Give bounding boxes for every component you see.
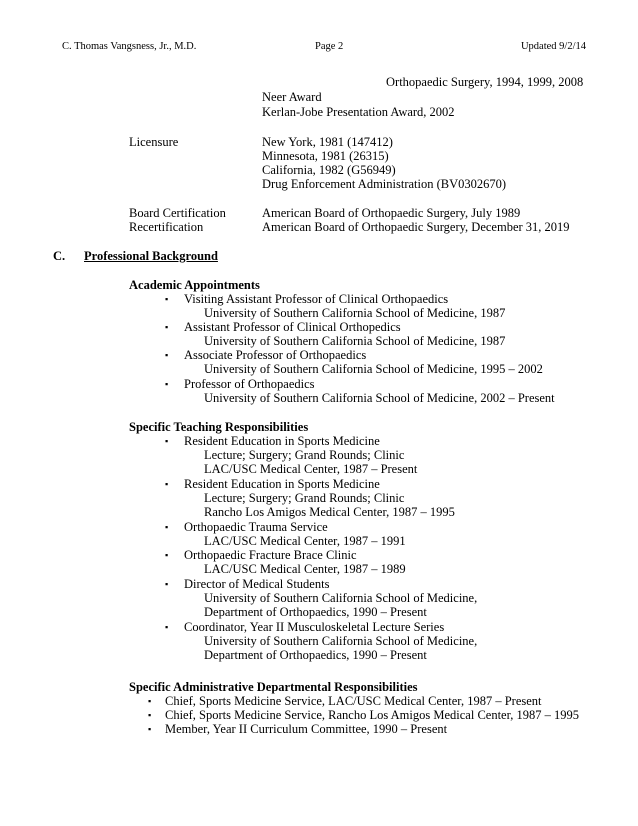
section-letter: C. — [53, 249, 66, 263]
teaching-title: Orthopaedic Fracture Brace Clinic — [184, 548, 357, 562]
teaching-detail: LAC/USC Medical Center, 1987 – Present — [204, 462, 418, 476]
board-certification-value: American Board of Orthopaedic Surgery, July 1989 — [262, 206, 521, 220]
award-continued-line: Orthopaedic Surgery, 1994, 1999, 2008 — [386, 75, 584, 89]
recertification-label: Recertification — [129, 220, 204, 234]
appointment-detail: University of Southern California School of Medicine, 1987 — [204, 306, 506, 320]
teaching-title: Coordinator, Year II Musculoskeletal Lecture Series — [184, 620, 445, 634]
administrative-item: Chief, Sports Medicine Service, Rancho Los Amigos Medical Center, 1987 – 1995 — [165, 708, 580, 722]
appointment-detail: University of Southern California School of Medicine, 1995 – 2002 — [204, 362, 543, 376]
bullet-icon: ▪ — [148, 710, 152, 720]
teaching-detail: Lecture; Surgery; Grand Rounds; Clinic — [204, 448, 405, 462]
teaching-title: Director of Medical Students — [184, 577, 330, 591]
bullet-icon: ▪ — [165, 579, 169, 589]
teaching-title: Orthopaedic Trauma Service — [184, 520, 328, 534]
teaching-detail: Lecture; Surgery; Grand Rounds; Clinic — [204, 491, 405, 505]
bullet-icon: ▪ — [165, 479, 169, 489]
licensure-label: Licensure — [129, 135, 179, 149]
teaching-detail: LAC/USC Medical Center, 1987 – 1991 — [204, 534, 406, 548]
bullet-icon: ▪ — [165, 322, 169, 332]
licensure-item: Drug Enforcement Administration (BV0302670) — [262, 177, 507, 191]
bullet-icon: ▪ — [165, 379, 169, 389]
bullet-icon: ▪ — [148, 724, 152, 734]
header-updated-date: Updated 9/2/14 — [520, 41, 586, 52]
appointment-detail: University of Southern California School of Medicine, 1987 — [204, 334, 506, 348]
board-certification-label: Board Certification — [129, 206, 226, 220]
recertification-value: American Board of Orthopaedic Surgery, December 31, 2019 — [262, 220, 570, 234]
appointment-title: Assistant Professor of Clinical Orthopedics — [184, 320, 401, 334]
appointment-title: Associate Professor of Orthopaedics — [184, 348, 367, 362]
teaching-detail: Rancho Los Amigos Medical Center, 1987 – 1995 — [204, 505, 455, 519]
teaching-detail: University of Southern California School of Medicine, — [204, 591, 478, 605]
licensure-item: Minnesota, 1981 (26315) — [262, 149, 389, 163]
academic-appointments-heading: Academic Appointments — [129, 278, 260, 292]
bullet-icon: ▪ — [165, 350, 169, 360]
teaching-detail: LAC/USC Medical Center, 1987 – 1989 — [204, 562, 406, 576]
teaching-detail: Department of Orthopaedics, 1990 – Present — [204, 648, 427, 662]
bullet-icon: ▪ — [165, 294, 169, 304]
award-kerlan-jobe: Kerlan-Jobe Presentation Award, 2002 — [262, 105, 455, 119]
bullet-icon: ▪ — [148, 696, 152, 706]
award-neer: Neer Award — [262, 90, 322, 104]
header-page-number: Page 2 — [315, 41, 344, 52]
teaching-detail: University of Southern California School of Medicine, — [204, 634, 478, 648]
licensure-item: New York, 1981 (147412) — [262, 135, 393, 149]
teaching-detail: Department of Orthopaedics, 1990 – Present — [204, 605, 427, 619]
teaching-heading: Specific Teaching Responsibilities — [129, 420, 309, 434]
page-header — [62, 40, 586, 54]
bullet-icon: ▪ — [165, 436, 169, 446]
bullet-icon: ▪ — [165, 522, 169, 532]
teaching-title: Resident Education in Sports Medicine — [184, 434, 380, 448]
administrative-heading: Specific Administrative Departmental Responsibilities — [129, 680, 418, 694]
appointment-title: Professor of Orthopaedics — [184, 377, 315, 391]
licensure-item: California, 1982 (G56949) — [262, 163, 396, 177]
bullet-icon: ▪ — [165, 622, 169, 632]
bullet-icon: ▪ — [165, 550, 169, 560]
teaching-title: Resident Education in Sports Medicine — [184, 477, 380, 491]
header-author: C. Thomas Vangsness, Jr., M.D. — [62, 41, 197, 52]
administrative-item: Member, Year II Curriculum Committee, 1990 – Present — [165, 722, 448, 736]
appointment-title: Visiting Assistant Professor of Clinical Orthopaedics — [184, 292, 449, 306]
section-title: Professional Background — [84, 249, 218, 263]
appointment-detail: University of Southern California School of Medicine, 2002 – Present — [204, 391, 555, 405]
administrative-item: Chief, Sports Medicine Service, LAC/USC Medical Center, 1987 – Present — [165, 694, 542, 708]
